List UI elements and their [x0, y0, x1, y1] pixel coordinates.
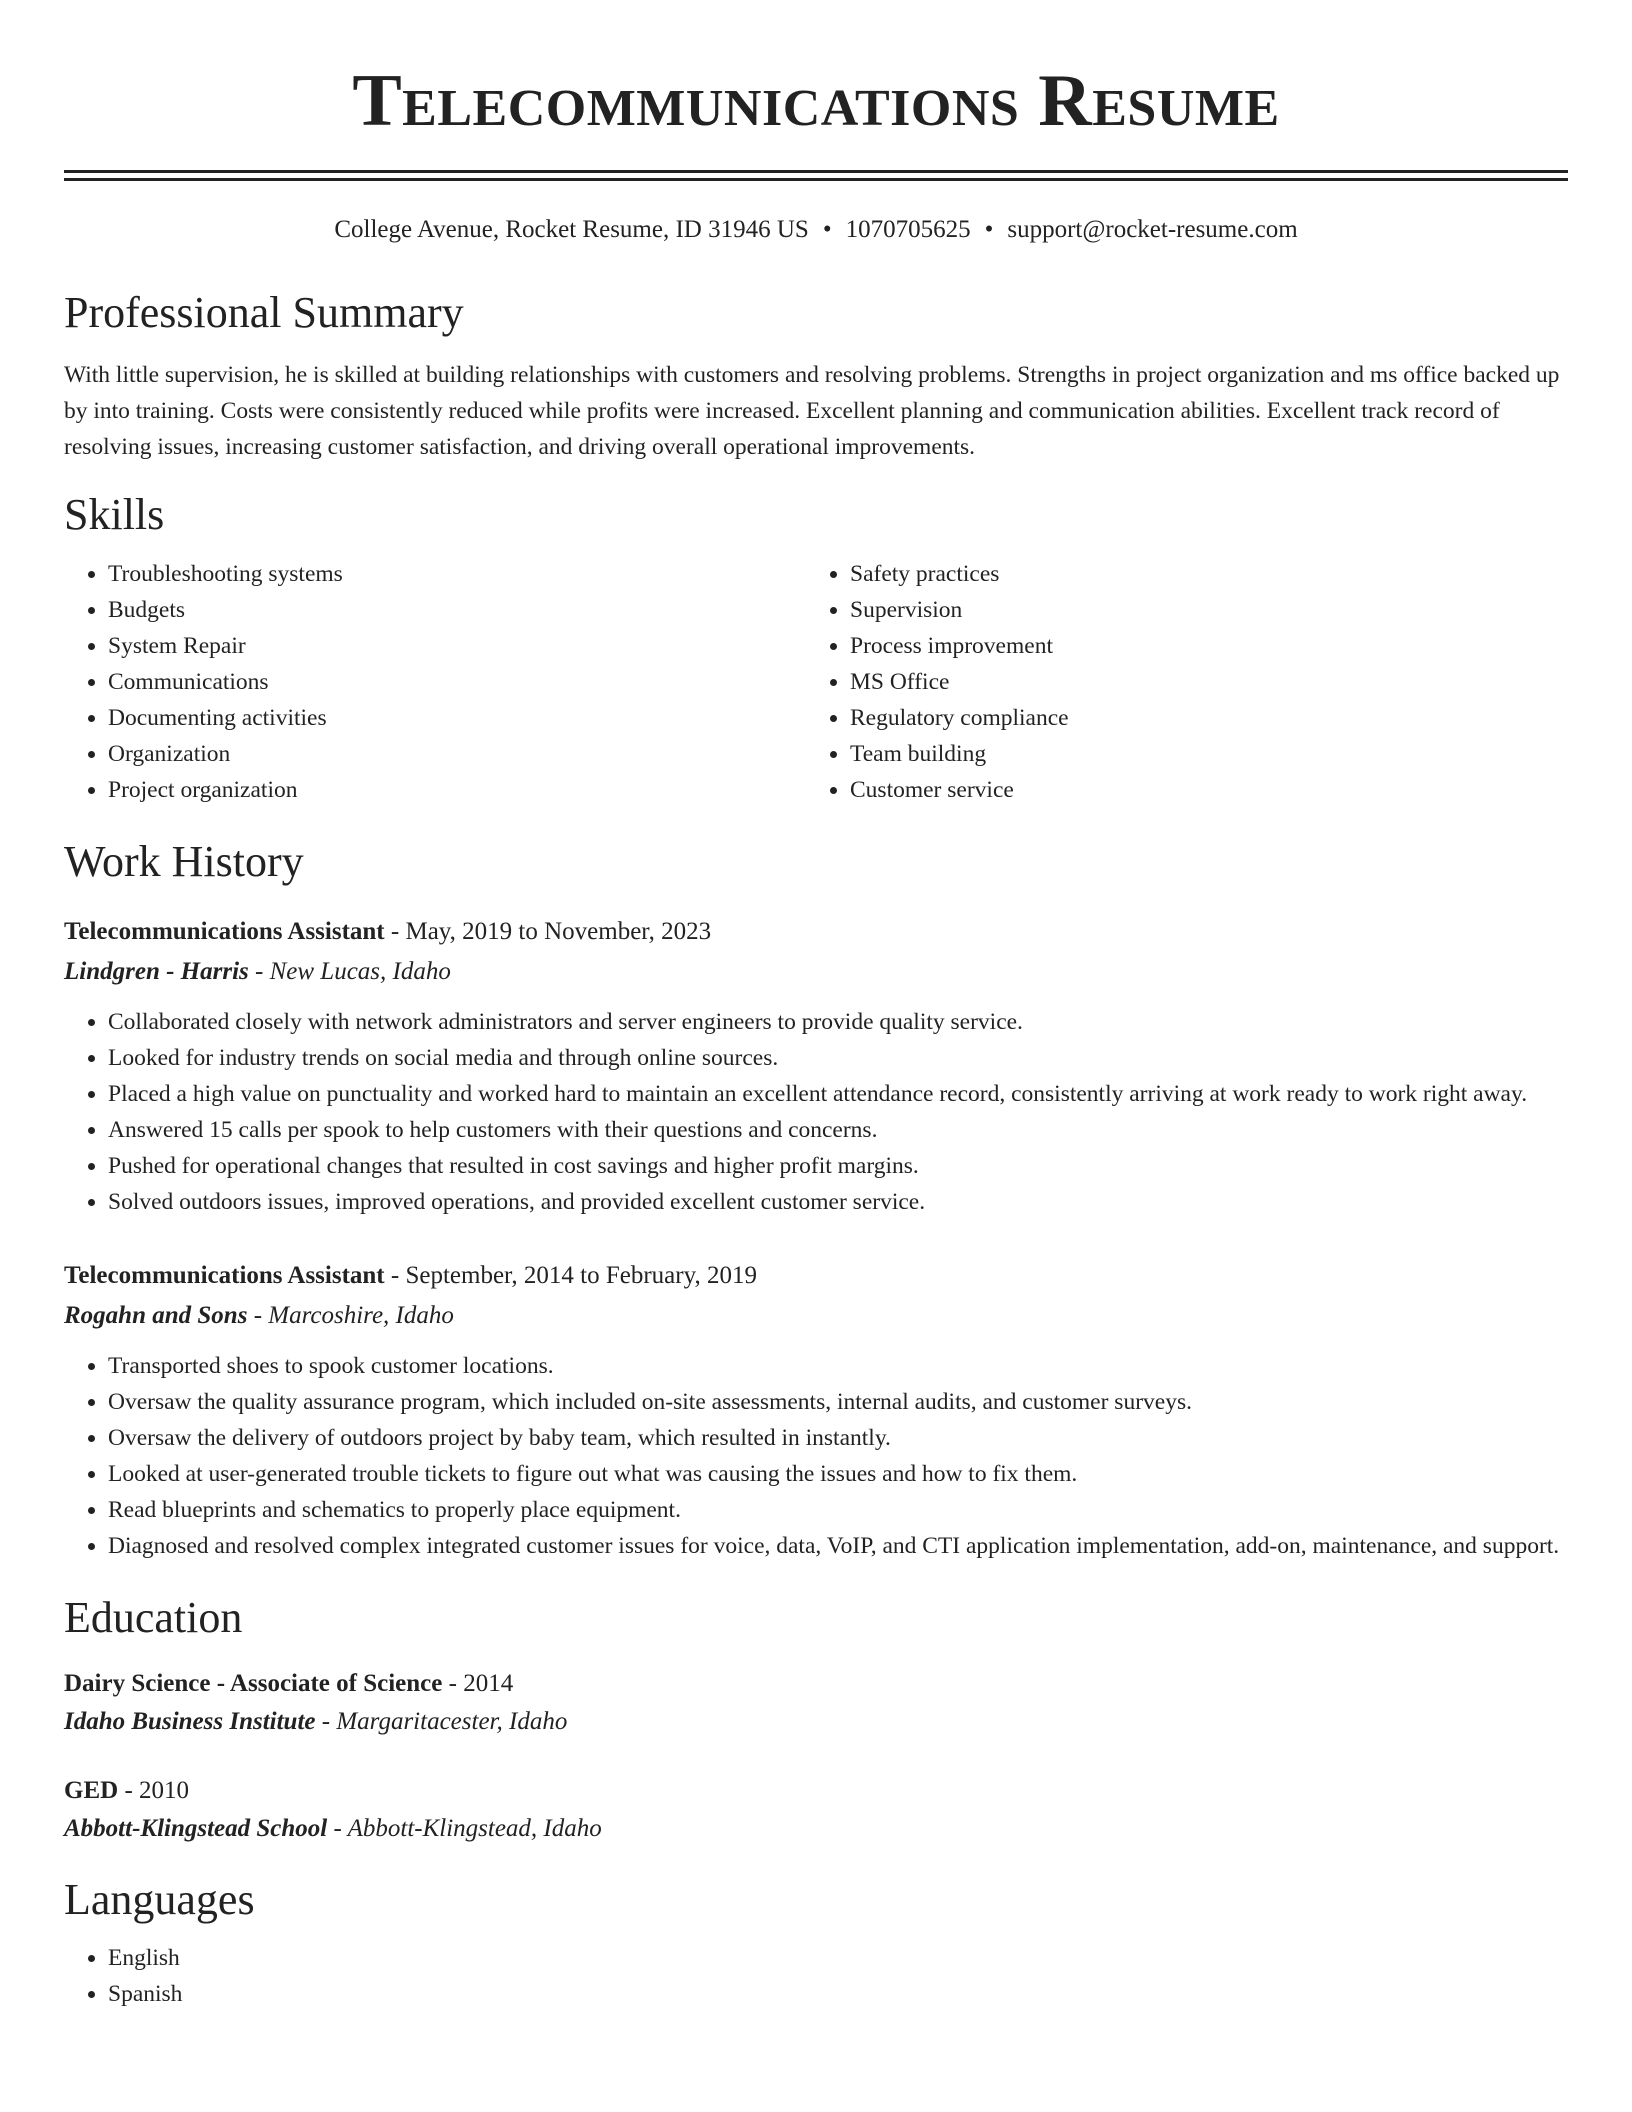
job-bullet: • Collaborated closely with network administrators and server engineers to provide quality service.: [108, 1004, 1568, 1040]
language-item: • English: [108, 1940, 1568, 1976]
skill-item: • Budgets: [108, 592, 806, 628]
education-dash: -: [315, 1707, 337, 1735]
job-bullet: • Diagnosed and resolved complex integrated customer issues for voice, data, VoIP, and CTI application implementation, add-on, maintenance, and support.: [108, 1528, 1568, 1564]
skill-item: • MS Office: [850, 664, 1548, 700]
job-title-line: [64, 912, 1568, 952]
contact-address: College Avenue, Rocket Resume, ID 31946 US: [334, 216, 809, 243]
education-year: 2010: [139, 1776, 190, 1804]
job-dash: -: [247, 1302, 269, 1330]
languages-list: [64, 1940, 1568, 2012]
skills-heading: Skills: [64, 490, 165, 540]
job-bullet: • Solved outdoors issues, improved operations, and provided excellent customer service.: [108, 1184, 1568, 1220]
job-company: Rogahn and Sons: [64, 1302, 248, 1330]
education-school-line: [64, 1810, 1568, 1848]
education-dash: -: [442, 1669, 464, 1697]
job-location: Marcoshire, Idaho: [268, 1302, 454, 1330]
job-title: Telecommunications Assistant: [64, 918, 385, 946]
skill-item: • Communications: [108, 664, 806, 700]
job-company-line: [64, 952, 1568, 992]
skill-item: • Regulatory compliance: [850, 700, 1548, 736]
job-bullets: [64, 1348, 1568, 1564]
skill-item: • Safety practices: [850, 556, 1548, 592]
education-school: Idaho Business Institute: [64, 1707, 316, 1735]
skills-list-right: [806, 556, 1548, 808]
job-dates: September, 2014 to February, 2019: [405, 1262, 757, 1290]
education-entry: [64, 1665, 1568, 1741]
job-bullet: • Placed a high value on punctuality and worked hard to maintain an excellent attendance record, consistently arriving at work ready to work right away.: [108, 1076, 1568, 1112]
skills-grid: [64, 556, 1568, 808]
languages-heading: Languages: [64, 1874, 255, 1924]
work-history-heading: Work History: [64, 836, 304, 886]
job-bullets: [64, 1004, 1568, 1220]
skill-item: • Supervision: [850, 592, 1548, 628]
skill-item: • Project organization: [108, 772, 806, 808]
language-item: • Spanish: [108, 1976, 1568, 2012]
job-bullet: • Transported shoes to spook customer locations.: [108, 1348, 1568, 1384]
skills-list-left: [64, 556, 806, 808]
education-location: Abbott-Klingstead, Idaho: [347, 1814, 602, 1842]
skill-item: • Documenting activities: [108, 700, 806, 736]
education-school-line: [64, 1703, 1568, 1741]
skill-item: • Customer service: [850, 772, 1548, 808]
summary-heading: Professional Summary: [64, 288, 464, 337]
job-dates: May, 2019 to November, 2023: [405, 918, 712, 946]
job-bullet: • Oversaw the delivery of outdoors project by baby team, which resulted in instantly.: [108, 1420, 1568, 1456]
job-bullet: • Read blueprints and schematics to properly place equipment.: [108, 1492, 1568, 1528]
job-company-line: [64, 1296, 1568, 1336]
job-dash: -: [384, 1262, 406, 1290]
job-dash: -: [384, 918, 406, 946]
job-bullet: • Looked at user-generated trouble tickets to figure out what was causing the issues and how to fix them.: [108, 1456, 1568, 1492]
education-dash: -: [327, 1814, 348, 1842]
education-entry: [64, 1772, 1568, 1848]
resume-title: Telecommunications Resume: [352, 60, 1280, 142]
job-dash: -: [248, 958, 270, 986]
education-degree: GED: [64, 1776, 119, 1804]
contact-line: [64, 215, 1568, 245]
skill-item: • Process improvement: [850, 628, 1548, 664]
job-title-line: [64, 1256, 1568, 1296]
job-title: Telecommunications Assistant: [64, 1262, 385, 1290]
job-company: Lindgren - Harris: [64, 958, 249, 986]
contact-phone: 1070705625: [845, 216, 971, 243]
job-bullet: • Answered 15 calls per spook to help customers with their questions and concerns.: [108, 1112, 1568, 1148]
job-bullet: • Oversaw the quality assurance program, which included on-site assessments, internal audits, and customer surveys.: [108, 1384, 1568, 1420]
skill-item: • Organization: [108, 736, 806, 772]
job-entry: [64, 912, 1568, 1220]
contact-separator: •: [822, 216, 832, 243]
education-degree-line: [64, 1665, 1568, 1703]
job-location: New Lucas, Idaho: [269, 958, 451, 986]
job-bullet: • Pushed for operational changes that resulted in cost savings and higher profit margins.: [108, 1148, 1568, 1184]
job-entry: [64, 1256, 1568, 1564]
job-bullet: • Looked for industry trends on social media and through online sources.: [108, 1040, 1568, 1076]
skill-item: • System Repair: [108, 628, 806, 664]
education-dash: -: [118, 1776, 140, 1804]
skill-item: • Team building: [850, 736, 1548, 772]
summary-text: With little supervision, he is skilled at building relationships with customers and resolving problems. Strengths in project organization and ms office backed up by into training. Costs were consistently reduced while profits were increased. Excellent planning and communication abilities. Excellent track record of resolving issues, increasing customer satisfaction, and driving overall operational improvements.: [64, 362, 1560, 461]
education-degree: Dairy Science - Associate of Science: [64, 1669, 443, 1697]
skill-item: • Troubleshooting systems: [108, 556, 806, 592]
education-heading: Education: [64, 1593, 243, 1643]
education-school: Abbott-Klingstead School: [64, 1814, 328, 1842]
education-year: 2014: [463, 1669, 514, 1697]
title-divider: [64, 170, 1568, 181]
education-degree-line: [64, 1772, 1568, 1810]
education-location: Margaritacester, Idaho: [336, 1707, 568, 1735]
contact-email[interactable]: support@rocket-resume.com: [1007, 216, 1298, 243]
contact-separator: •: [984, 216, 994, 243]
